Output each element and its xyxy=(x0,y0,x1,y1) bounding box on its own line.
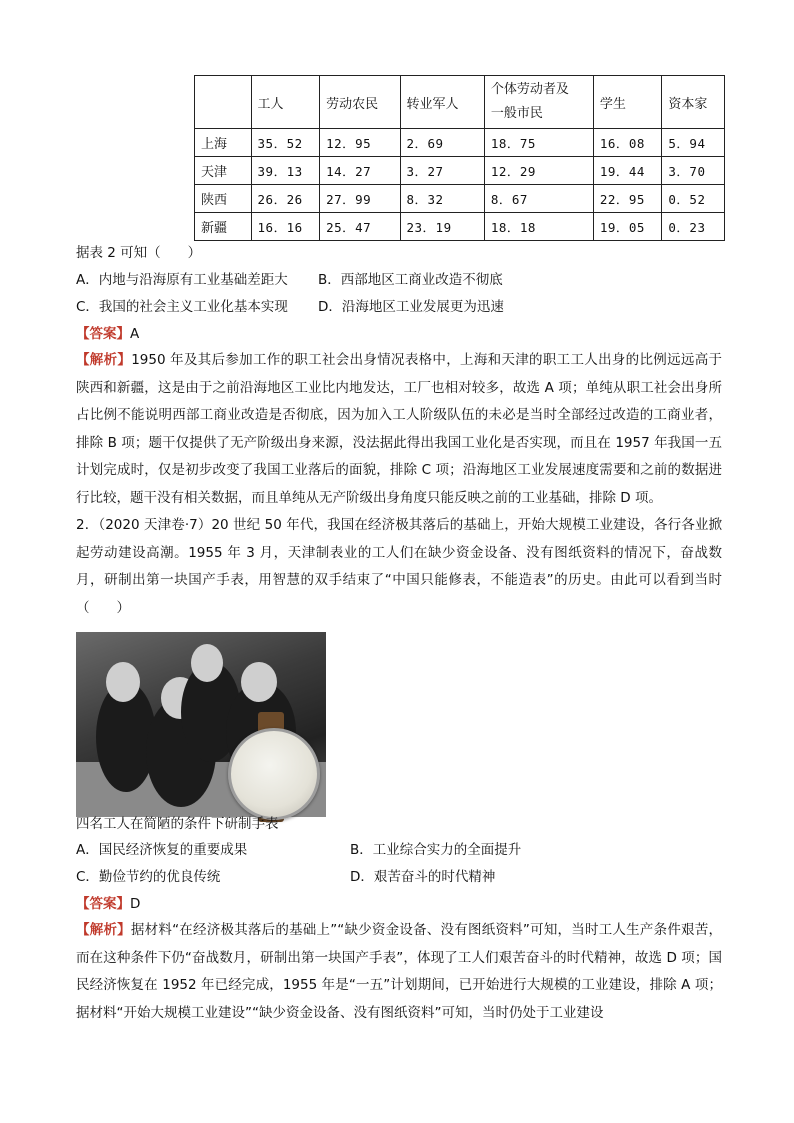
q1-option-b: B．西部地区工商业改造不彻底 xyxy=(318,272,503,288)
occupation-table xyxy=(194,75,725,241)
analysis-tag: 【解析】 xyxy=(76,352,132,368)
value-cell: 3．27 xyxy=(400,157,484,185)
q1-option-d: D．沿海地区工业发展更为迅速 xyxy=(318,299,504,315)
value-cell: 22．95 xyxy=(593,185,662,213)
watch-icon xyxy=(228,728,320,820)
value-cell: 5．94 xyxy=(662,129,725,157)
value-cell: 18．18 xyxy=(484,213,593,241)
value-cell: 12．29 xyxy=(484,157,593,185)
table-row xyxy=(195,213,725,241)
table-header-cell: 资本家 xyxy=(662,76,725,129)
table-header-cell: 劳动农民 xyxy=(320,76,400,129)
region-cell: 新疆 xyxy=(195,213,252,241)
q2-answer: D xyxy=(130,896,141,912)
q1-analysis xyxy=(76,347,722,512)
value-cell: 27．99 xyxy=(320,185,400,213)
table-header-cell: 工人 xyxy=(251,76,320,129)
q1-answer: A xyxy=(130,326,140,342)
q2-option-a: A．国民经济恢复的重要成果 xyxy=(76,842,248,858)
value-cell: 35．52 xyxy=(251,129,320,157)
q1-answer-line xyxy=(76,324,139,344)
region-cell: 陕西 xyxy=(195,185,252,213)
worker-face xyxy=(106,662,140,702)
value-cell: 8．67 xyxy=(484,185,593,213)
q1-option-c: C．我国的社会主义工业化基本实现 xyxy=(76,299,288,315)
q2-analysis-text: 据材料“在经济极其落后的基础上”“缺少资金设备、没有图纸资料”可知，当时工人生产条件艰苦，而在这种条件下仍“奋战数月，研制出第一块国产手表”，体现了工人们艰苦奋斗的时代精神，故选 D 项；国民经济恢复在 1952 年已经完成，1955 年是“一五”计划期间，已开始进行大规模的工业建设，排除 A 项；据材料“开始大规模工业建设”“缺少资金设备、没有图纸资料”可知，当时仍处于工业建设 xyxy=(76,922,723,1021)
value-cell: 18．75 xyxy=(484,129,593,157)
answer-tag: 【答案】 xyxy=(76,896,130,912)
value-cell: 14．27 xyxy=(320,157,400,185)
table-header-row xyxy=(195,76,725,129)
q2-analysis xyxy=(76,917,722,1027)
q1-stem: 据表 2 可知（ ） xyxy=(76,245,202,261)
value-cell: 16．08 xyxy=(593,129,662,157)
table-header-cell: 转业军人 xyxy=(400,76,484,129)
value-cell: 8．32 xyxy=(400,185,484,213)
worker-face xyxy=(241,662,277,702)
q2-answer-line xyxy=(76,894,140,914)
value-cell: 19．44 xyxy=(593,157,662,185)
header-line: 一般市民 xyxy=(490,106,543,121)
answer-tag: 【答案】 xyxy=(76,326,130,342)
q2-stem: 2．（2020 天津卷·7）20 世纪 50 年代，我国在经济极其落后的基础上，开始大规模工业建设，各行各业掀起劳动建设高潮。1955 年 3 月，天津制表业的工人们在缺少资金设备、没有图纸资料的情况下，奋战数月，研制出第一块国产手表，用智慧的双手结束了“中国只能修表，不能造表”的历史。由此可以看到当时（ ） xyxy=(76,517,722,616)
table-row xyxy=(195,157,725,185)
q2-option-c: C．勤俭节约的优良传统 xyxy=(76,869,221,885)
value-cell: 0．52 xyxy=(662,185,725,213)
analysis-tag: 【解析】 xyxy=(76,922,131,938)
value-cell: 12．95 xyxy=(320,129,400,157)
region-cell: 上海 xyxy=(195,129,252,157)
value-cell: 3．70 xyxy=(662,157,725,185)
value-cell: 23．19 xyxy=(400,213,484,241)
value-cell: 26．26 xyxy=(251,185,320,213)
photo-caption: 四名工人在简陋的条件下研制手表 xyxy=(76,816,279,832)
value-cell: 39．13 xyxy=(251,157,320,185)
value-cell: 25．47 xyxy=(320,213,400,241)
worker-face xyxy=(191,644,223,682)
region-cell: 天津 xyxy=(195,157,252,185)
q1-option-a: A．内地与沿海原有工业基础差距大 xyxy=(76,272,288,288)
q1-analysis-text: 1950 年及其后参加工作的职工社会出身情况表格中，上海和天津的职工工人出身的比例远远高于陕西和新疆，这是由于之前沿海地区工业比内地发达，工厂也相对较多，故选 A 项；单纯从职工社会出身所占比例不能说明西部工商业改造是否彻底，因为加入工人阶级队伍的未必是当时全部经过改造的工商业者，排除 B 项；题干仅提供了无产阶级出身来源，没法据此得出我国工业化是否实现，而且在 1957 年我国一五计划完成时，仅是初步改变了我国工业落后的面貌，排除 C 项；沿海地区工业发展速度需要和之前的数据进行比较，题干没有相关数据，而且单纯从无产阶级出身角度只能反映之前的工业基础，排除 D 项。 xyxy=(76,352,722,506)
header-line: 个体劳动者及 xyxy=(490,82,569,97)
value-cell: 0．23 xyxy=(662,213,725,241)
value-cell: 19．05 xyxy=(593,213,662,241)
value-cell: 2．69 xyxy=(400,129,484,157)
table-row xyxy=(195,185,725,213)
table-row xyxy=(195,129,725,157)
table-header-cell xyxy=(484,76,593,129)
table-header-cell xyxy=(195,76,252,129)
table-header-cell: 学生 xyxy=(593,76,662,129)
q2-option-b: B．工业综合实力的全面提升 xyxy=(350,842,522,858)
q2-option-d: D．艰苦奋斗的时代精神 xyxy=(350,869,496,885)
value-cell: 16．16 xyxy=(251,213,320,241)
